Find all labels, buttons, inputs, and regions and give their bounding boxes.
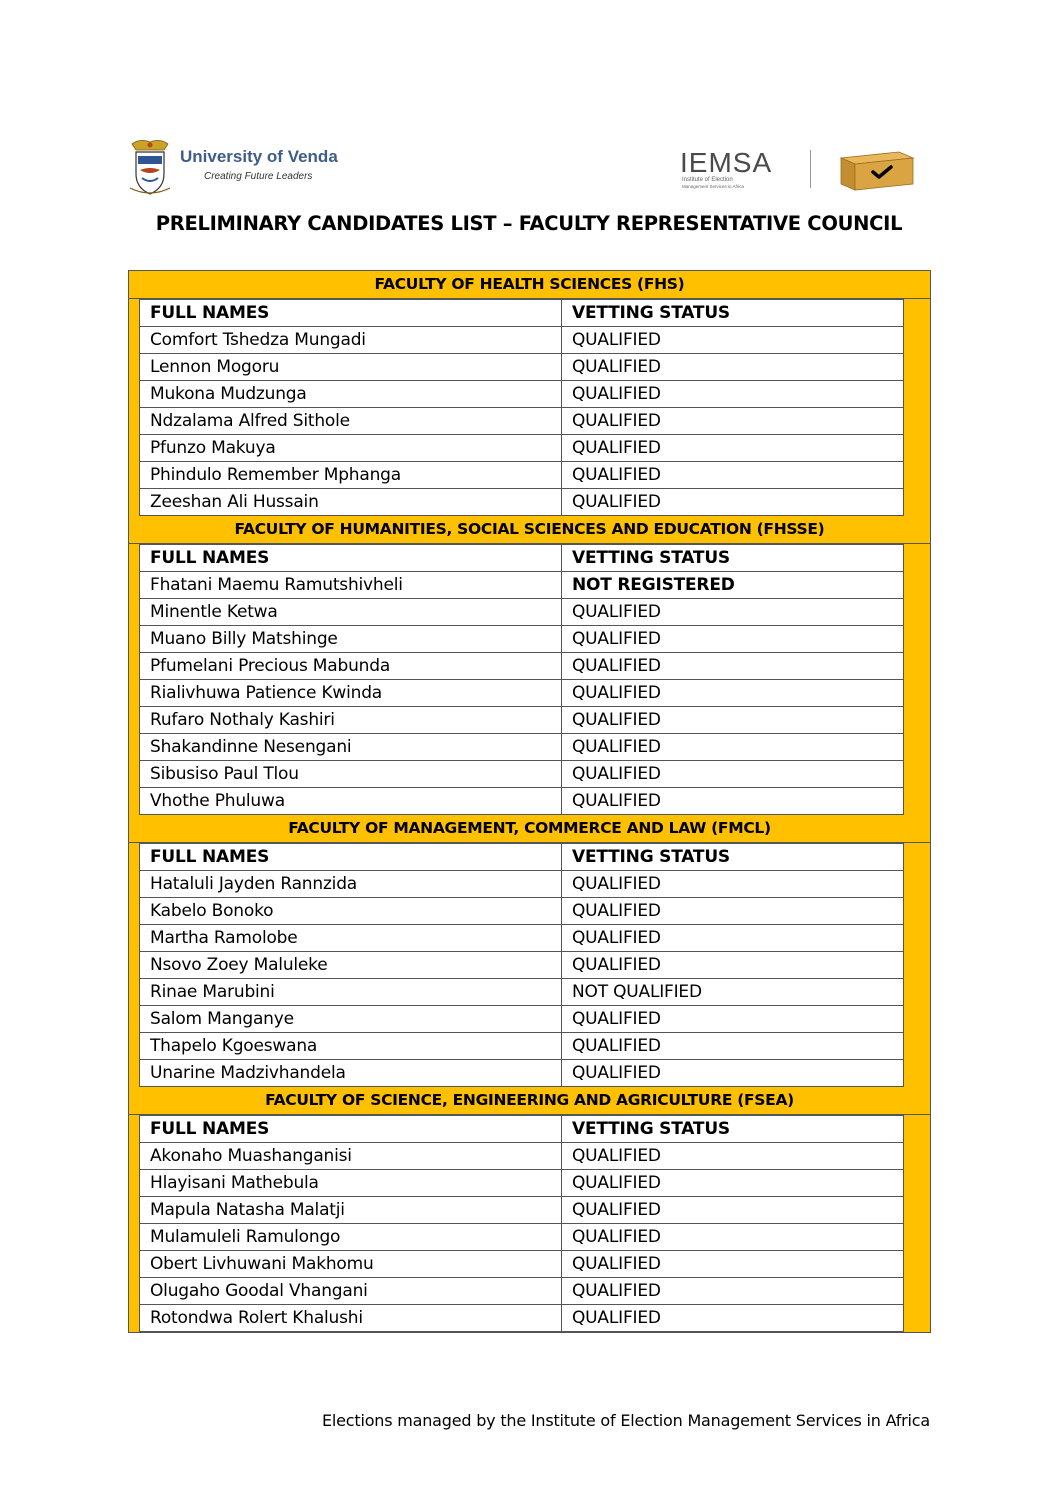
table-row xyxy=(140,572,904,599)
vetting-status: QUALIFIED xyxy=(562,1251,904,1278)
table-row xyxy=(140,408,904,435)
column-header-vetting-status: VETTING STATUS xyxy=(562,545,904,572)
table-row xyxy=(140,761,904,788)
vetting-status: NOT REGISTERED xyxy=(562,572,904,599)
table-header-row xyxy=(140,844,904,871)
iemsa-wordmark: IEMSA xyxy=(680,147,773,178)
candidate-name: Pfumelani Precious Mabunda xyxy=(140,653,562,680)
faculty-heading: FACULTY OF SCIENCE, ENGINEERING AND AGRICULTURE (FSEA) xyxy=(129,1087,930,1115)
vetting-status: QUALIFIED xyxy=(562,1224,904,1251)
column-header-full-names: FULL NAMES xyxy=(140,1116,562,1143)
table-header-row xyxy=(140,1116,904,1143)
iemsa-subline-1: Institute of Election xyxy=(682,177,733,183)
logo-divider xyxy=(810,150,811,188)
column-header-vetting-status: VETTING STATUS xyxy=(562,300,904,327)
candidate-name: Zeeshan Ali Hussain xyxy=(140,489,562,516)
table-row xyxy=(140,327,904,354)
vetting-status: QUALIFIED xyxy=(562,1006,904,1033)
university-name: University of Venda xyxy=(180,147,338,166)
vetting-status: QUALIFIED xyxy=(562,871,904,898)
column-header-full-names: FULL NAMES xyxy=(140,300,562,327)
university-crest-icon xyxy=(128,138,172,196)
table-row xyxy=(140,952,904,979)
candidate-name: Sibusiso Paul Tlou xyxy=(140,761,562,788)
candidate-name: Rufaro Nothaly Kashiri xyxy=(140,707,562,734)
iemsa-subline-2: Management Services in Africa xyxy=(682,184,745,189)
table-row xyxy=(140,1251,904,1278)
candidate-name: Salom Manganye xyxy=(140,1006,562,1033)
table-row xyxy=(140,898,904,925)
faculty-heading: FACULTY OF MANAGEMENT, COMMERCE AND LAW (FMCL) xyxy=(129,815,930,843)
candidate-name: Hlayisani Mathebula xyxy=(140,1170,562,1197)
vetting-status: QUALIFIED xyxy=(562,1033,904,1060)
vetting-status: QUALIFIED xyxy=(562,462,904,489)
vetting-status: QUALIFIED xyxy=(562,408,904,435)
candidates-table xyxy=(139,299,904,516)
page-title: PRELIMINARY CANDIDATES LIST – FACULTY REPRESENTATIVE COUNCIL xyxy=(155,212,903,235)
candidate-name: Mulamuleli Ramulongo xyxy=(140,1224,562,1251)
candidate-name: Martha Ramolobe xyxy=(140,925,562,952)
faculty-section xyxy=(129,516,930,815)
candidate-name: Olugaho Goodal Vhangani xyxy=(140,1278,562,1305)
vetting-status: QUALIFIED xyxy=(562,381,904,408)
candidate-name: Fhatani Maemu Ramutshivheli xyxy=(140,572,562,599)
faculty-section xyxy=(129,815,930,1087)
table-row xyxy=(140,1170,904,1197)
vetting-status: QUALIFIED xyxy=(562,1305,904,1332)
table-row xyxy=(140,680,904,707)
table-row xyxy=(140,653,904,680)
candidate-name: Minentle Ketwa xyxy=(140,599,562,626)
faculty-section xyxy=(129,271,930,516)
university-of-venda-logo xyxy=(128,138,358,198)
vetting-status: QUALIFIED xyxy=(562,707,904,734)
candidate-name: Pfunzo Makuya xyxy=(140,435,562,462)
column-header-full-names: FULL NAMES xyxy=(140,844,562,871)
table-row xyxy=(140,925,904,952)
table-row xyxy=(140,626,904,653)
candidate-name: Vhothe Phuluwa xyxy=(140,788,562,815)
table-row xyxy=(140,1278,904,1305)
vetting-status: QUALIFIED xyxy=(562,626,904,653)
candidate-name: Akonaho Muashanganisi xyxy=(140,1143,562,1170)
vetting-status: QUALIFIED xyxy=(562,734,904,761)
table-row xyxy=(140,871,904,898)
table-row xyxy=(140,381,904,408)
table-row xyxy=(140,1305,904,1332)
vetting-status: QUALIFIED xyxy=(562,952,904,979)
candidate-name: Hataluli Jayden Rannzida xyxy=(140,871,562,898)
table-row xyxy=(140,599,904,626)
candidate-name: Phindulo Remember Mphanga xyxy=(140,462,562,489)
candidate-name: Obert Livhuwani Makhomu xyxy=(140,1251,562,1278)
ballot-box-icon xyxy=(837,148,915,192)
candidate-name: Muano Billy Matshinge xyxy=(140,626,562,653)
table-header-row xyxy=(140,545,904,572)
table-row xyxy=(140,734,904,761)
faculty-heading: FACULTY OF HEALTH SCIENCES (FHS) xyxy=(129,271,930,299)
vetting-status: QUALIFIED xyxy=(562,898,904,925)
vetting-status: QUALIFIED xyxy=(562,489,904,516)
table-row xyxy=(140,707,904,734)
table-row xyxy=(140,1060,904,1087)
candidate-name: Rialivhuwa Patience Kwinda xyxy=(140,680,562,707)
vetting-status: QUALIFIED xyxy=(562,599,904,626)
footer-note: Elections managed by the Institute of Election Management Services in Africa xyxy=(321,1411,930,1430)
table-row xyxy=(140,462,904,489)
vetting-status: QUALIFIED xyxy=(562,435,904,462)
candidate-name: Mukona Mudzunga xyxy=(140,381,562,408)
university-tagline: Creating Future Leaders xyxy=(204,171,313,182)
table-row xyxy=(140,788,904,815)
table-row xyxy=(140,979,904,1006)
table-row xyxy=(140,354,904,381)
table-row xyxy=(140,435,904,462)
candidate-name: Thapelo Kgoeswana xyxy=(140,1033,562,1060)
vetting-status: QUALIFIED xyxy=(562,761,904,788)
candidate-name: Comfort Tshedza Mungadi xyxy=(140,327,562,354)
candidate-name: Rinae Marubini xyxy=(140,979,562,1006)
vetting-status: QUALIFIED xyxy=(562,327,904,354)
table-row xyxy=(140,1006,904,1033)
table-row xyxy=(140,1197,904,1224)
vetting-status: NOT QUALIFIED xyxy=(562,979,904,1006)
vetting-status: QUALIFIED xyxy=(562,1197,904,1224)
vetting-status: QUALIFIED xyxy=(562,788,904,815)
candidate-name: Kabelo Bonoko xyxy=(140,898,562,925)
table-row xyxy=(140,489,904,516)
candidate-name: Lennon Mogoru xyxy=(140,354,562,381)
column-header-vetting-status: VETTING STATUS xyxy=(562,1116,904,1143)
candidate-name: Unarine Madzivhandela xyxy=(140,1060,562,1087)
vetting-status: QUALIFIED xyxy=(562,925,904,952)
table-header-row xyxy=(140,300,904,327)
candidate-name: Shakandinne Nesengani xyxy=(140,734,562,761)
vetting-status: QUALIFIED xyxy=(562,354,904,381)
candidate-name: Mapula Natasha Malatji xyxy=(140,1197,562,1224)
column-header-vetting-status: VETTING STATUS xyxy=(562,844,904,871)
vetting-status: QUALIFIED xyxy=(562,1170,904,1197)
candidates-table xyxy=(139,843,904,1087)
table-row xyxy=(140,1224,904,1251)
table-row xyxy=(140,1143,904,1170)
faculty-section xyxy=(129,1087,930,1332)
vetting-status: QUALIFIED xyxy=(562,1143,904,1170)
iemsa-logo xyxy=(680,148,920,193)
faculty-lists xyxy=(128,270,931,1333)
candidate-name: Rotondwa Rolert Khalushi xyxy=(140,1305,562,1332)
column-header-full-names: FULL NAMES xyxy=(140,545,562,572)
candidate-name: Nsovo Zoey Maluleke xyxy=(140,952,562,979)
vetting-status: QUALIFIED xyxy=(562,1278,904,1305)
candidates-table xyxy=(139,544,904,815)
candidate-name: Ndzalama Alfred Sithole xyxy=(140,408,562,435)
table-row xyxy=(140,1033,904,1060)
faculty-heading: FACULTY OF HUMANITIES, SOCIAL SCIENCES AND EDUCATION (FHSSE) xyxy=(129,516,930,544)
candidates-table xyxy=(139,1115,904,1332)
vetting-status: QUALIFIED xyxy=(562,680,904,707)
vetting-status: QUALIFIED xyxy=(562,653,904,680)
vetting-status: QUALIFIED xyxy=(562,1060,904,1087)
